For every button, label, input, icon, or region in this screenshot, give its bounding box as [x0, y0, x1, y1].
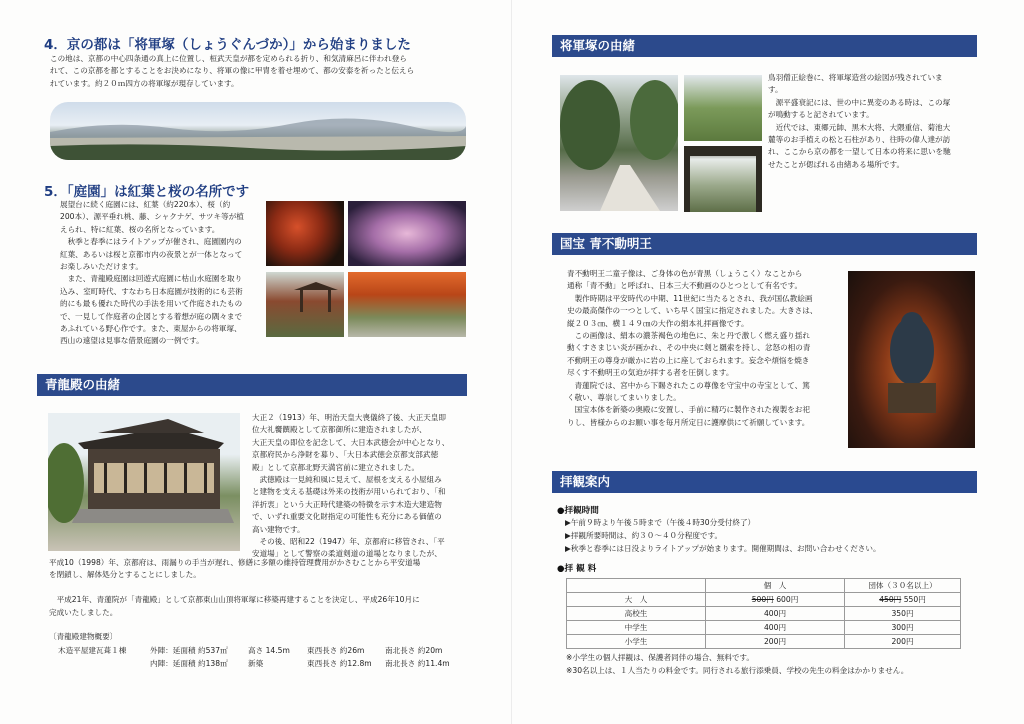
fee-individual: 200円 — [706, 635, 845, 649]
fee-old-price: 500円 — [751, 595, 774, 604]
overview-cell: 新築 — [248, 659, 264, 668]
autumn-leaves-night-photo — [266, 201, 344, 266]
ao-fudo-body: 青不動明王二童子像は、ご身体の色が青黒（しょうこく）なことから 通称「青不動」と呼ばれ、日本三大不動画のひとつとして有名です。 製作時期は平安時代の中期、11世紀に当たるとされ、我が国仏教絵画 史の最高傑作の一つとして、いち早く国宝に指定されました。大きさは、 縦２０３㎝、横１４９㎝の大作の絹本礼拝画像です。 この画像は、絹本の濃茶褐色の地色に、朱と丹で激しく燃え盛り揺れ 動くすさまじい炎が画かれ、その中央に剣と羂索を持し、忿怒の相の青 不動明王の尊身が厳かに岩の上に座しておられます。妄念や煩悩を焼き 尽くす不動明王の気迫が拝する者を圧倒します。 青蓮院では、宮中から下賜されたこの尊像を守宝中の寺宝として、篤 く敬い、尊崇してまいりました。 国宝本体を新築の奥殿に安置し、手前に精巧に製作された複製をお祀 りし、皆様からのお願い事を毎月所定日に護摩供にて祈願しています。 — [567, 269, 818, 427]
seiryuden-hall-photo — [48, 413, 240, 551]
fee-group: 300円 — [845, 621, 961, 635]
fee-header-individual: 個 人 — [706, 579, 845, 593]
visit-hours-line: ▶午前９時より午後５時まで（午後４時30分受付終了） — [565, 518, 756, 527]
section-4-body: この地は、京都の中心四条通の真上に位置し、桓武天皇が都を定められる折り、和気清麻呂に伴われ登ら れて、この京都を都とすることをお決めになり、将軍の像に甲冑を着せ埋めて、都の安泰を祈ったと伝えら れています。約２０ｍ四方の将軍塚が現存しています。 — [50, 54, 415, 88]
seiryuden-history-heading: 青龍殿の由緒 — [37, 374, 467, 396]
shogunzuka-body: 鳥羽僧正絵巻に、将軍塚造営の絵図が残されていま す。 源平盛衰記には、世の中に異変のある時は、この塚 が鳴動すると記されています。 近代では、東郷元帥、黒木大将、大隈重信、菊池大 麓等のお手植えの松と石柱があり、往時の偉人達が訪 れ、ここから京の都を一望して日本の将来に思いを馳 せたことが偲ばれる由緒ある場所です。 — [768, 73, 951, 169]
fee-row-high-school — [567, 607, 961, 621]
cherry-blossom-night-photo — [348, 201, 466, 266]
overview-cell: 東西長さ 約12.8m — [307, 659, 372, 668]
fee-group: 350円 — [845, 607, 961, 621]
visit-info-heading: 拝観案内 — [552, 471, 977, 493]
admission-fee-heading: ●拝 観 料 — [557, 564, 597, 574]
fee-note: ※小学生の個人拝観は、保護者同伴の場合、無料です。 — [566, 653, 755, 662]
seiryuden-body-right: 大正２（1913）年、明治天皇大喪儀終了後、大正天皇即 位大礼饗饌殿として京都御所に建造されましたが、 大正天皇の即位を記念して、大日本武徳会が中心となり、 京都府民から浄財を募り、「大日本武徳会京都支部武徳 殿」として京都北野天満宮前に建立されました。 武徳殿は一見純和風に見えて、屋根を支える小屋組み と建物を支える基礎は外来の技術が用いられており、「和 洋折衷」という大正時代建築の特徴を示す木造大建造物 で、いずれ重要文化財指定の可能性も充分にある価値の 高い建物です。 その後、昭和22（1947）年、京都府に移管され、「平 安道場」として警察の柔道剣道の道場となりましたが、 — [252, 413, 450, 559]
fee-row-elementary — [567, 635, 961, 649]
fee-row-junior-high — [567, 621, 961, 635]
overview-cell: 外陣：延面積 約537㎡ — [150, 646, 228, 655]
fee-note: ※30名以上は、１人当たりの料金です。同行される旅行添乗員、学校の先生の料金はかかりません。 — [566, 666, 909, 675]
fee-label: 中学生 — [567, 621, 706, 635]
shogunzuka-gate-photo — [684, 146, 762, 212]
section-5-body: 展望台に続く庭園には、紅葉（約220本）、桜（約 200本）、源平垂れ桃、藤、シャクナゲ、サツキ等が植 えられ、特に紅葉、桜の名所となっています。 秋季と春季にはライトアップが催され、庭園園内の 紅葉、あるいは桜と京都市内の夜景とが一体となって お楽しみいただけます。 また、青龍殿庭園は回遊式庭園に枯山水庭園を取り 込み、室町時代、すなわち日本庭園が技術的にも芸術 的にも最も優れた時代の手法を用いて作庭されたもの で、一見して作庭者の企図とする着想が庭の隅々まで あふれている野心作です。また、東屋からの将軍塚、 西山の遠望は見事な借景庭園の一例です。 — [60, 200, 244, 346]
fee-label: 小学生 — [567, 635, 706, 649]
fee-individual — [706, 593, 845, 607]
shogunzuka-path-photo — [560, 75, 678, 211]
overview-cell: 南北長さ 約20m — [385, 646, 443, 655]
fee-row-adult — [567, 593, 961, 607]
fee-group — [845, 593, 961, 607]
fee-header-row — [567, 579, 961, 593]
fee-individual: 400円 — [706, 607, 845, 621]
fee-old-price: 450円 — [879, 595, 902, 604]
ao-fudo-painting-photo — [848, 271, 975, 448]
visit-hours-line: ▶秋季と春季には日没よりライトアップが始まります。開催期間は、お問い合わせください。 — [565, 544, 881, 553]
seiryuden-body-full: 平成10（1998）年、京都府は、雨漏りの手当が遅れ、修繕に多額の維持管理費用がかさむことから平安道場 を閉鎖し、解体処分とすることにしました。 平成21年、青蓮院が「青龍殿」として京都東山山頂将軍塚に移築再建することを決定し、平成26年10月に 完成いたしました。 — [49, 558, 421, 617]
fee-header-blank — [567, 579, 706, 593]
visit-hours-heading: ●拝観時間 — [557, 506, 599, 516]
overview-cell: 内陣：延面積 約138㎡ — [150, 659, 228, 668]
fee-individual: 400円 — [706, 621, 845, 635]
fee-label: 高校生 — [567, 607, 706, 621]
fee-new-price: 600円 — [776, 595, 799, 604]
section-4-title: 4．京の都は「将軍塚（しょうぐんづか）」から始まりました — [44, 37, 411, 53]
page-fold — [511, 0, 512, 724]
overview-cell: 木造平屋建瓦葺１棟 — [58, 646, 127, 655]
ao-fudo-heading: 国宝 青不動明王 — [552, 233, 977, 255]
overview-cell: 高さ 14.5m — [248, 646, 290, 655]
shogunzuka-mound-photo — [684, 75, 762, 141]
rock-garden-autumn-photo — [348, 272, 466, 337]
fee-label: 大 人 — [567, 593, 706, 607]
kyoto-panorama-photo — [50, 102, 466, 160]
fee-group: 200円 — [845, 635, 961, 649]
visit-hours-line: ▶拝観所要時間は、約３０～４０分程度です。 — [565, 531, 723, 540]
overview-cell: 東西長さ 約26m — [307, 646, 365, 655]
admission-fee-table — [566, 578, 961, 649]
garden-pavilion-photo — [266, 272, 344, 337]
fee-header-group: 団体（３０名以上） — [845, 579, 961, 593]
overview-cell: 南北長さ 約11.4m — [385, 659, 450, 668]
fee-new-price: 550円 — [903, 595, 926, 604]
shogunzuka-history-heading: 将軍塚の由緒 — [552, 35, 977, 57]
section-5-title: 5．「庭園」は紅葉と桜の名所です — [44, 184, 250, 200]
building-overview-title: 〔青龍殿建物概要〕 — [49, 632, 118, 641]
